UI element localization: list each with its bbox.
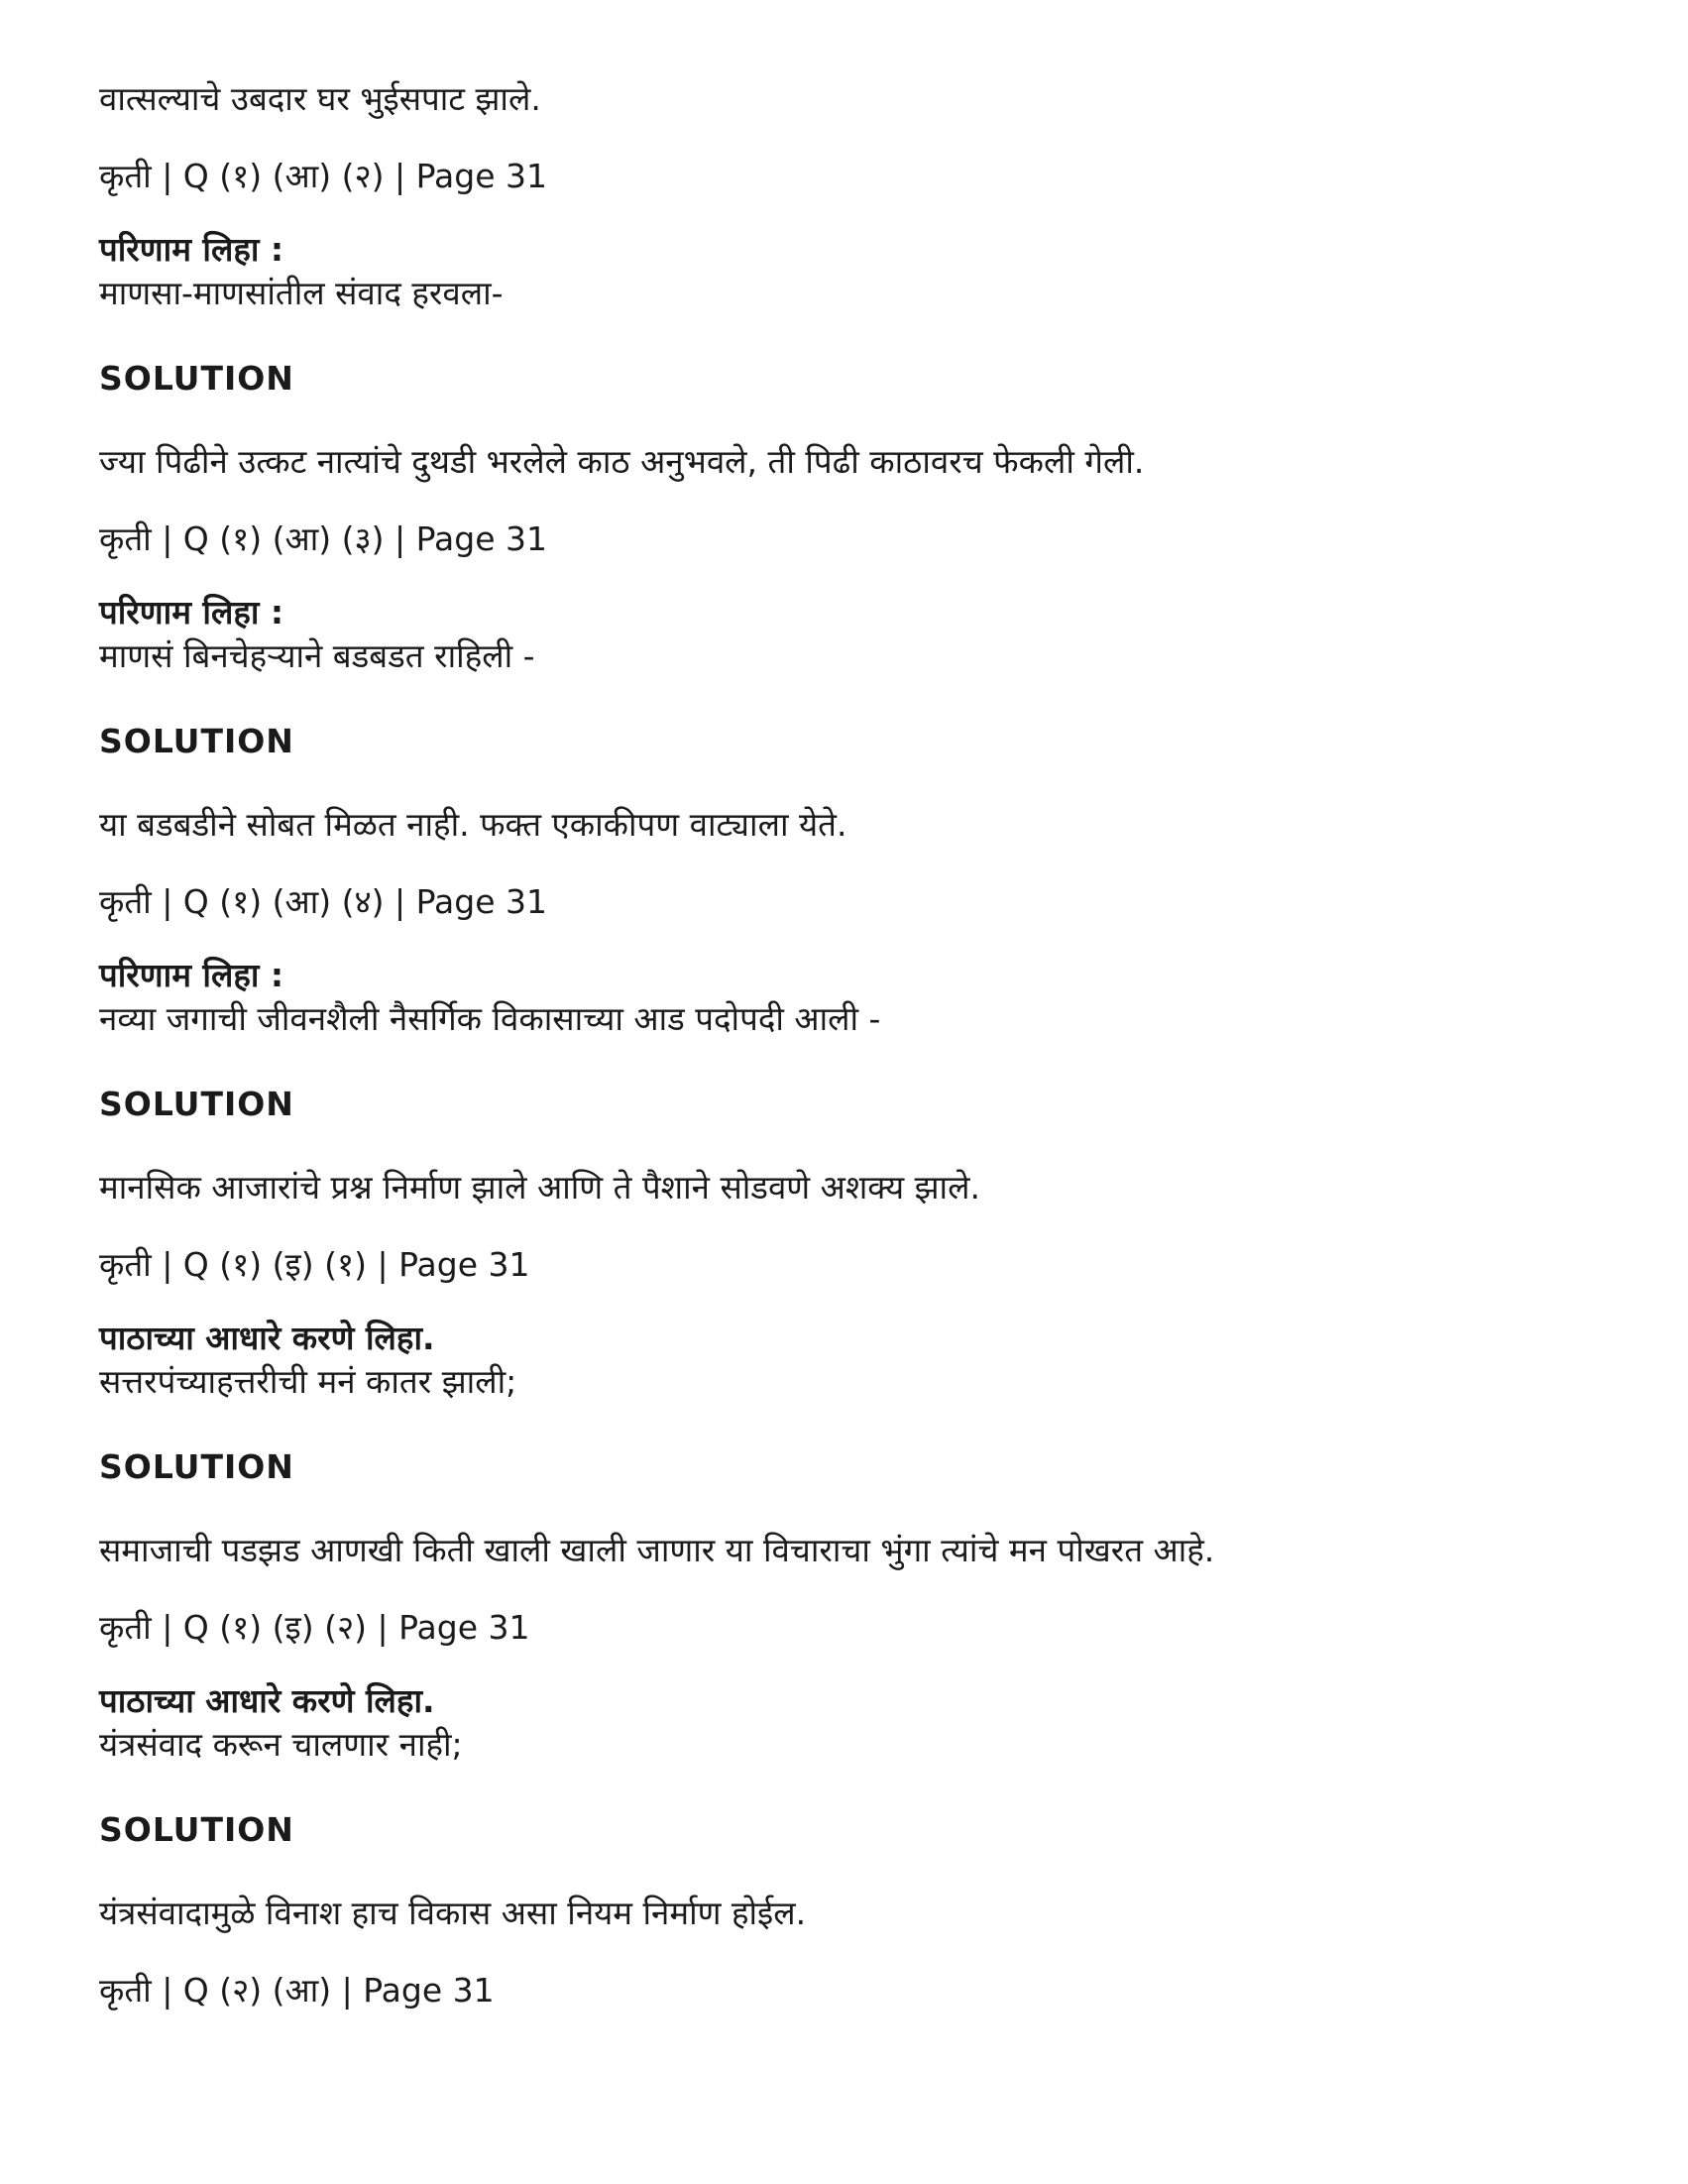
solution-heading: SOLUTION <box>99 1447 294 1486</box>
solution-heading: SOLUTION <box>99 722 294 760</box>
solution-answer: ज्या पिढीने उत्कट नात्यांचे दुथडी भरलेले काठ अनुभवले, ती पिढी काठावरच फेकली गेली. <box>99 442 1145 481</box>
solution-heading: SOLUTION <box>99 1810 294 1849</box>
question-reference: कृती | Q (१) (आ) (४) | Page 31 <box>99 882 548 921</box>
question-statement: सत्तरपंच्याहत्तरीची मनं कातर झाली; <box>99 1362 517 1401</box>
question-prompt: पाठाच्या आधारे करणे लिहा. <box>99 1319 435 1357</box>
question-reference: कृती | Q (१) (इ) (१) | Page 31 <box>99 1245 530 1284</box>
question-statement: नव्या जगाची जीवनशैली नैसर्गिक विकासाच्या आड पदोपदी आली - <box>99 999 881 1038</box>
question-statement: यंत्रसंवाद करून चालणार नाही; <box>99 1725 463 1764</box>
question-prompt: परिणाम लिहा : <box>99 230 284 269</box>
solution-answer: या बडबडीने सोबत मिळत नाही. फक्त एकाकीपण वाट्याला येते. <box>99 805 847 844</box>
solution-answer: वात्सल्याचे उबदार घर भुईसपाट झाले. <box>99 79 541 118</box>
question-reference: कृती | Q (१) (इ) (२) | Page 31 <box>99 1608 530 1647</box>
question-prompt: परिणाम लिहा : <box>99 593 284 632</box>
question-prompt: परिणाम लिहा : <box>99 956 284 994</box>
question-reference: कृती | Q (२) (आ) | Page 31 <box>99 1971 495 2010</box>
question-statement: माणसा-माणसांतील संवाद हरवला- <box>99 274 504 312</box>
solution-answer: समाजाची पडझड आणखी किती खाली खाली जाणार या विचाराचा भुंगा त्यांचे मन पोखरत आहे. <box>99 1531 1215 1569</box>
solution-answer: यंत्रसंवादामुळे विनाश हाच विकास असा नियम निर्माण होईल. <box>99 1894 807 1932</box>
question-reference: कृती | Q (१) (आ) (३) | Page 31 <box>99 519 548 558</box>
question-prompt: पाठाच्या आधारे करणे लिहा. <box>99 1681 435 1720</box>
solution-heading: SOLUTION <box>99 1085 294 1123</box>
solution-heading: SOLUTION <box>99 359 294 398</box>
solution-answer: मानसिक आजारांचे प्रश्न निर्माण झाले आणि ते पैशाने सोडवणे अशक्य झाले. <box>99 1168 980 1207</box>
document-page <box>99 0 1589 2184</box>
question-reference: कृती | Q (१) (आ) (२) | Page 31 <box>99 157 548 195</box>
question-statement: माणसं बिनचेहऱ्याने बडबडत राहिली - <box>99 636 535 675</box>
